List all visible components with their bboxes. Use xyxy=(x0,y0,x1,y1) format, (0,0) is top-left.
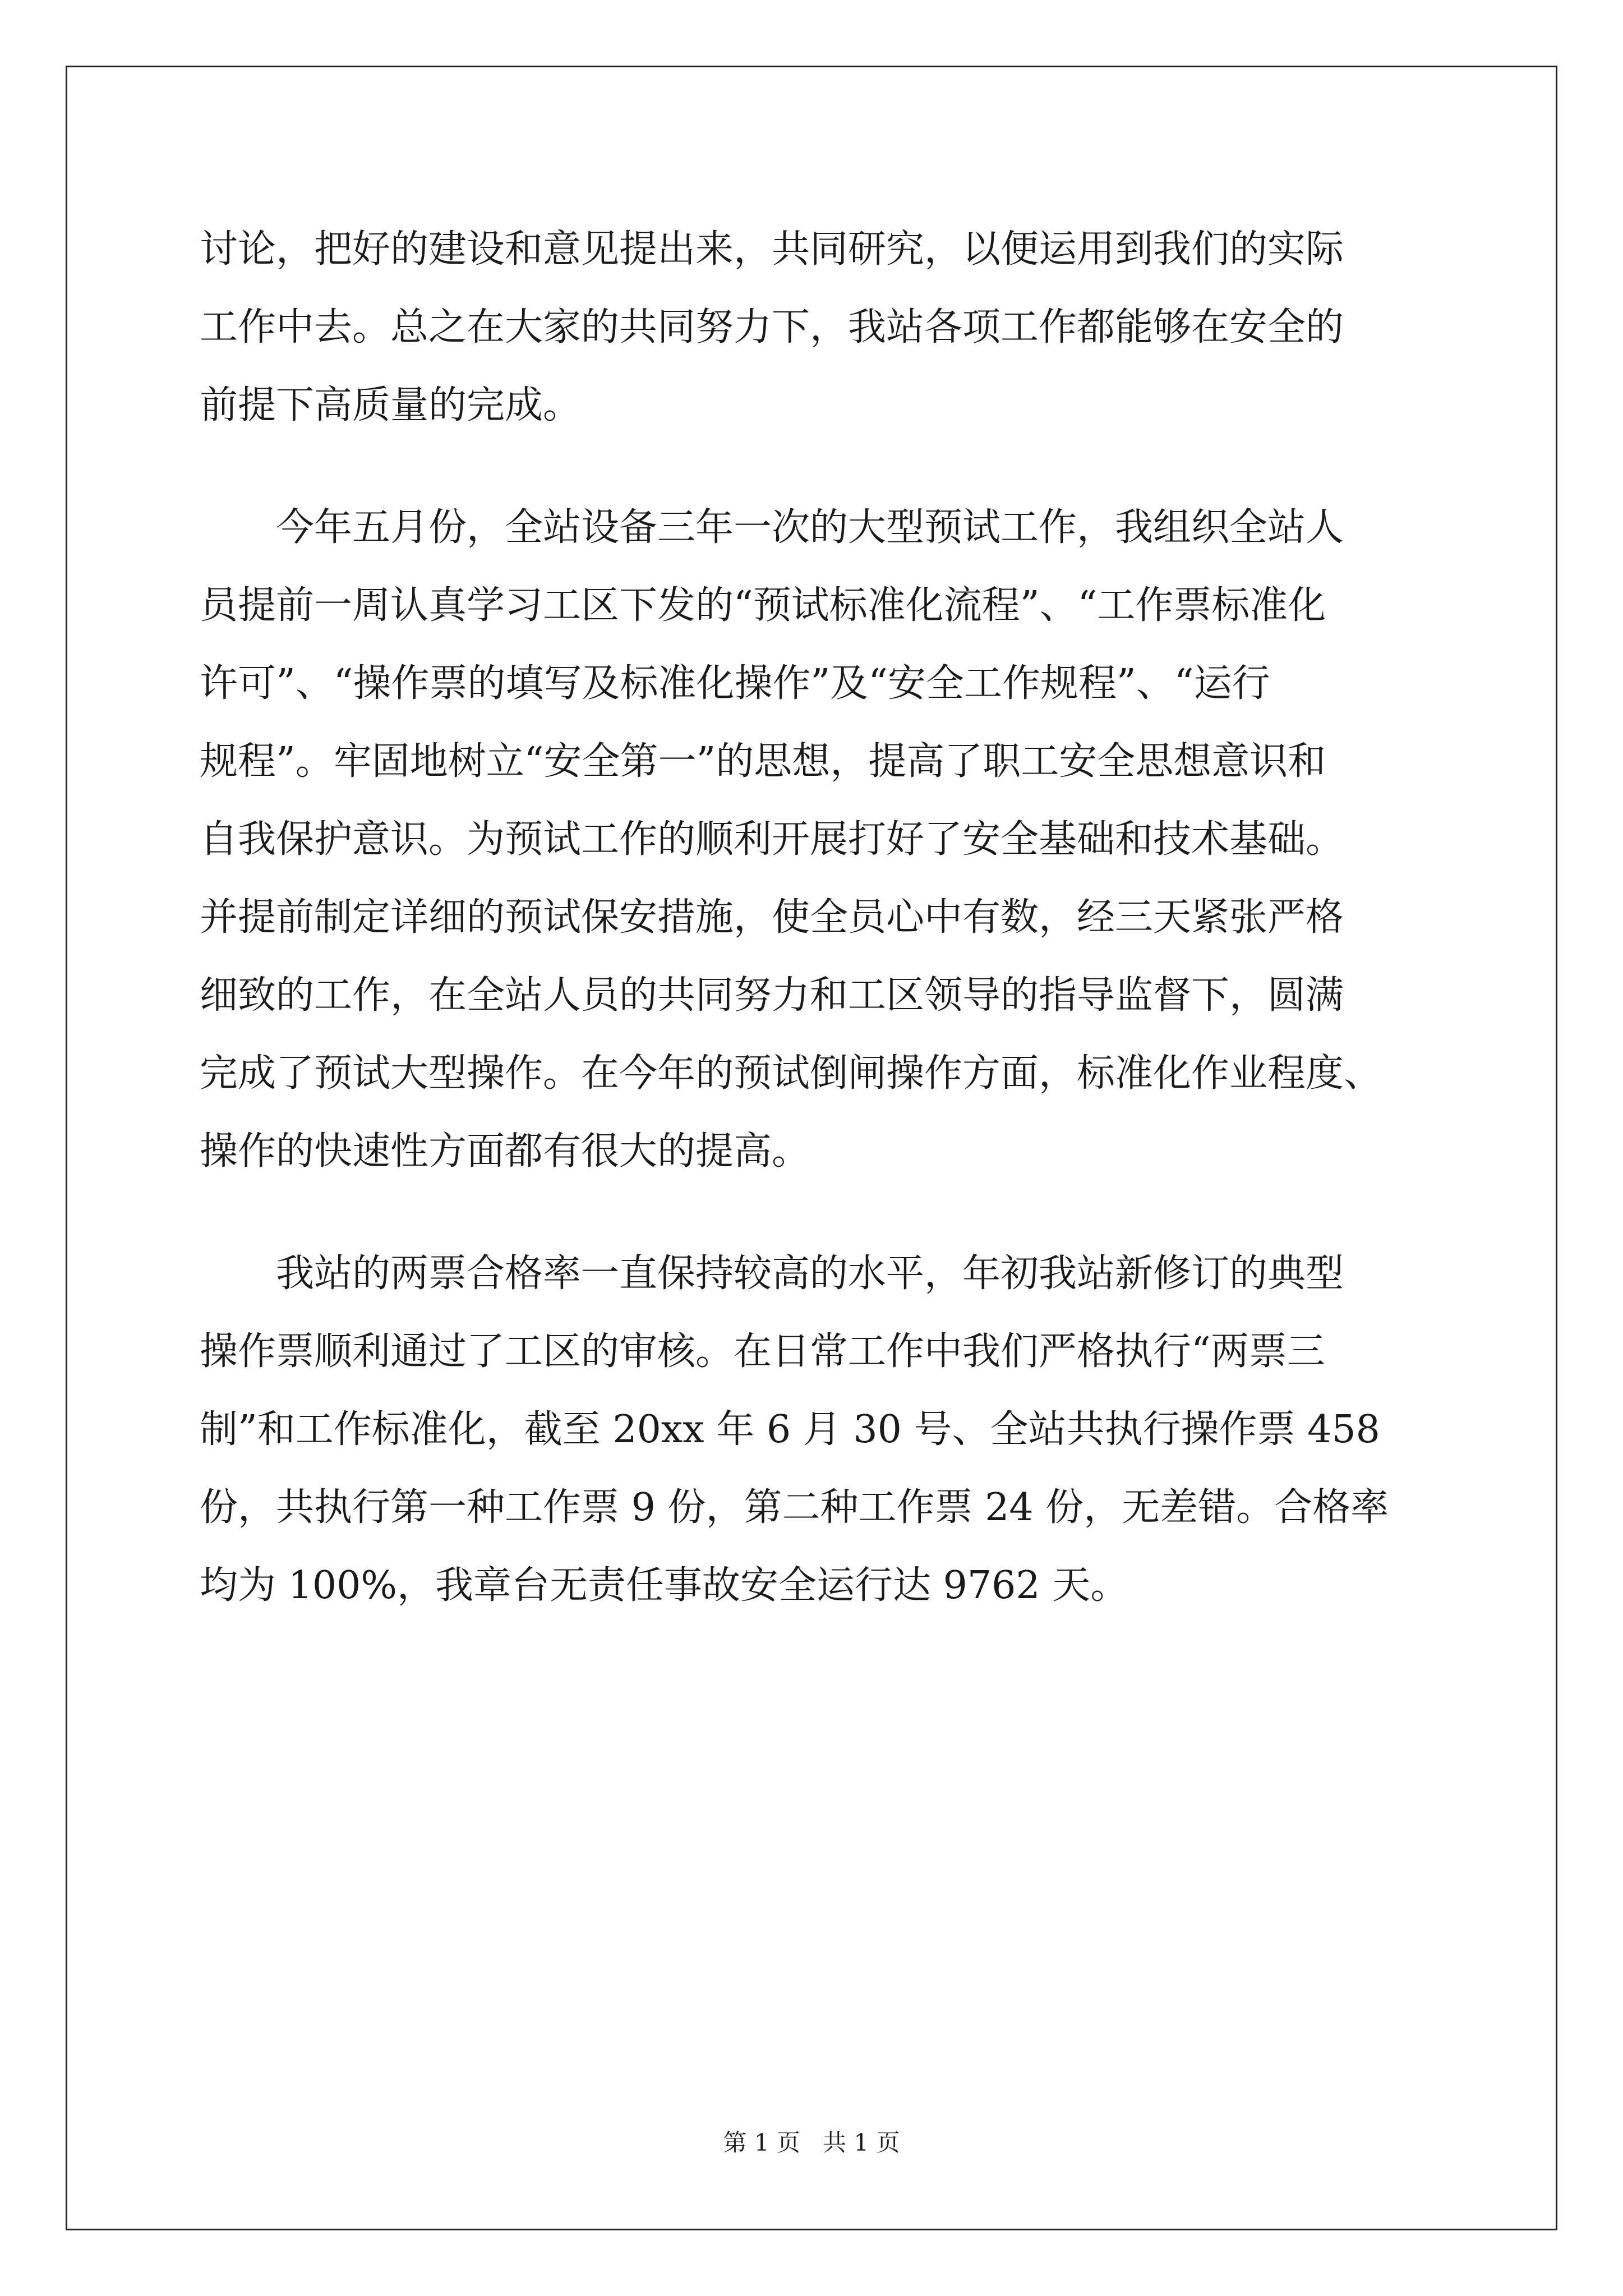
text-line: 完成了预试大型操作。在今年的预试倒闸操作方面，标准化作业程度、 xyxy=(200,1051,1382,1096)
page-number-footer: 第 1 页 共 1 页 xyxy=(723,2129,900,2156)
text-line: 我站的两票合格率一直保持较高的水平，年初我站新修订的典型 xyxy=(200,1251,1344,1296)
text-line: 制”和工作标准化，截至 20xx 年 6 月 30 号、全站共执行操作票 458 xyxy=(200,1407,1380,1452)
text-line: 员提前一周认真学习工区下发的“预试标准化流程”、“工作票标准化 xyxy=(200,583,1326,628)
text-line: 规程”。牢固地树立“安全第一”的思想，提高了职工安全思想意识和 xyxy=(200,739,1326,784)
text-line: 操作票顺利通过了工区的审核。在日常工作中我们严格执行“两票三 xyxy=(200,1329,1325,1374)
text-line: 许可”、“操作票的填写及标准化操作”及“安全工作规程”、“运行 xyxy=(200,661,1270,706)
text-line: 并提前制定详细的预试保安措施，使全员心中有数，经三天紧张严格 xyxy=(200,895,1344,940)
text-line: 细致的工作，在全站人员的共同努力和工区领导的指导监督下，圆满 xyxy=(200,973,1344,1018)
text-line: 自我保护意识。为预试工作的顺利开展打好了安全基础和技术基础。 xyxy=(200,817,1344,862)
text-line: 操作的快速性方面都有很大的提高。 xyxy=(200,1129,810,1174)
text-line: 讨论，把好的建设和意见提出来，共同研究，以便运用到我们的实际 xyxy=(200,227,1344,272)
text-line: 今年五月份，全站设备三年一次的大型预试工作，我组织全站人 xyxy=(200,505,1344,550)
text-line: 前提下高质量的完成。 xyxy=(200,383,582,427)
text-line: 工作中去。总之在大家的共同努力下，我站各项工作都能够在安全的 xyxy=(200,305,1344,349)
text-line: 份，共执行第一种工作票 9 份，第二种工作票 24 份，无差错。合格率 xyxy=(200,1485,1389,1530)
text-line: 均为 100%，我章台无责任事故安全运行达 9762 天。 xyxy=(200,1563,1129,1608)
